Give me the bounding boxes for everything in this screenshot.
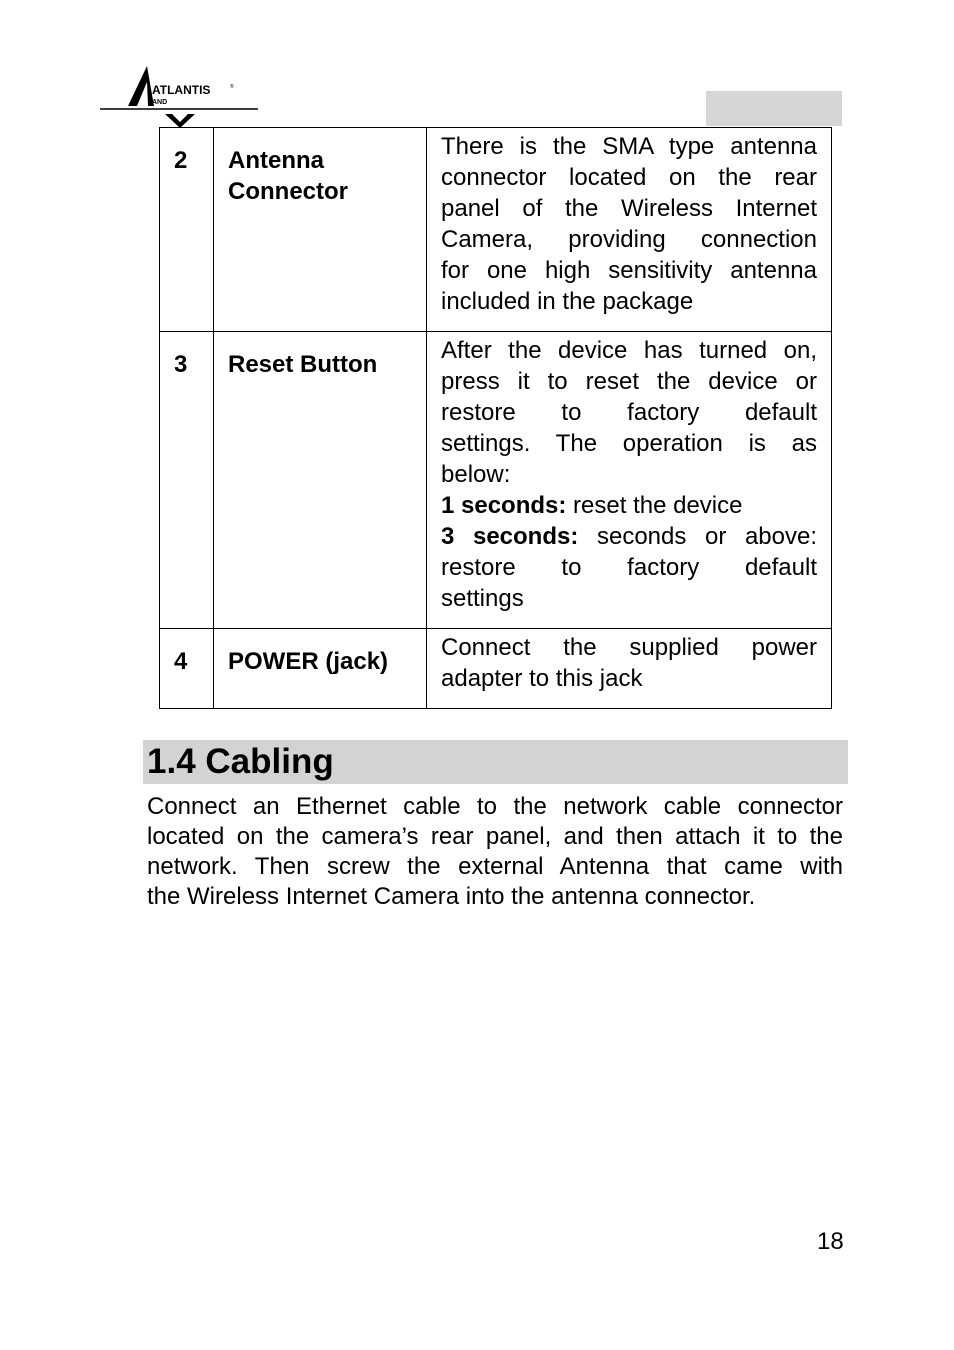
row-name: Antenna Connector: [214, 128, 427, 332]
page-number: 18: [817, 1228, 844, 1255]
body-line: Connect an Ethernet cable to the network cable connector: [147, 793, 843, 820]
row-description: [427, 629, 832, 709]
desc-line: connector located on the rear: [441, 164, 817, 191]
section-body: [147, 792, 843, 912]
body-line: located on the camera’s rear panel, and then attach it to the: [147, 823, 843, 850]
row-name: POWER (jack): [214, 629, 427, 709]
desc-line: included in the package: [441, 288, 694, 315]
desc-line: panel of the Wireless Internet: [441, 195, 817, 222]
logo-text: ATLANTIS: [152, 83, 211, 97]
connector-table: [159, 127, 832, 709]
section-title: 1.4 Cabling: [147, 742, 334, 781]
row-name: Reset Button: [214, 332, 427, 629]
body-line: network. Then screw the external Antenna that came with: [147, 853, 843, 880]
desc-line: Connect the supplied power: [441, 634, 817, 661]
table-row: [160, 128, 832, 332]
row-number: 2: [160, 128, 214, 332]
desc-line: adapter to this jack: [441, 665, 643, 692]
desc-line: press it to reset the device or: [441, 368, 817, 395]
desc-line: After the device has turned on,: [441, 337, 817, 364]
desc-line: restore to factory default: [441, 554, 817, 581]
svg-text:®: ®: [230, 84, 234, 90]
desc-line: restore to factory default: [441, 399, 817, 426]
section-header: [143, 740, 848, 784]
desc-line: Camera, providing connection: [441, 226, 817, 253]
logo-subtext: AND: [152, 99, 168, 106]
reset-option-3: 3 seconds: seconds or above:: [441, 523, 817, 550]
desc-line: below:: [441, 461, 511, 488]
desc-line: settings. The operation is as: [441, 430, 817, 457]
table-row: [160, 629, 832, 709]
row-number: 4: [160, 629, 214, 709]
desc-line: settings: [441, 585, 524, 612]
atlantis-logo: [100, 62, 260, 132]
row-description: [427, 332, 832, 629]
desc-line: There is the SMA type antenna: [441, 133, 817, 160]
body-line: the Wireless Internet Camera into the antenna connector.: [147, 883, 756, 910]
row-number: 3: [160, 332, 214, 629]
reset-option-1: 1 seconds: reset the device: [441, 492, 743, 519]
header-tab: [706, 91, 842, 126]
table-row: [160, 332, 832, 629]
desc-line: for one high sensitivity antenna: [441, 257, 817, 284]
row-description: [427, 128, 832, 332]
